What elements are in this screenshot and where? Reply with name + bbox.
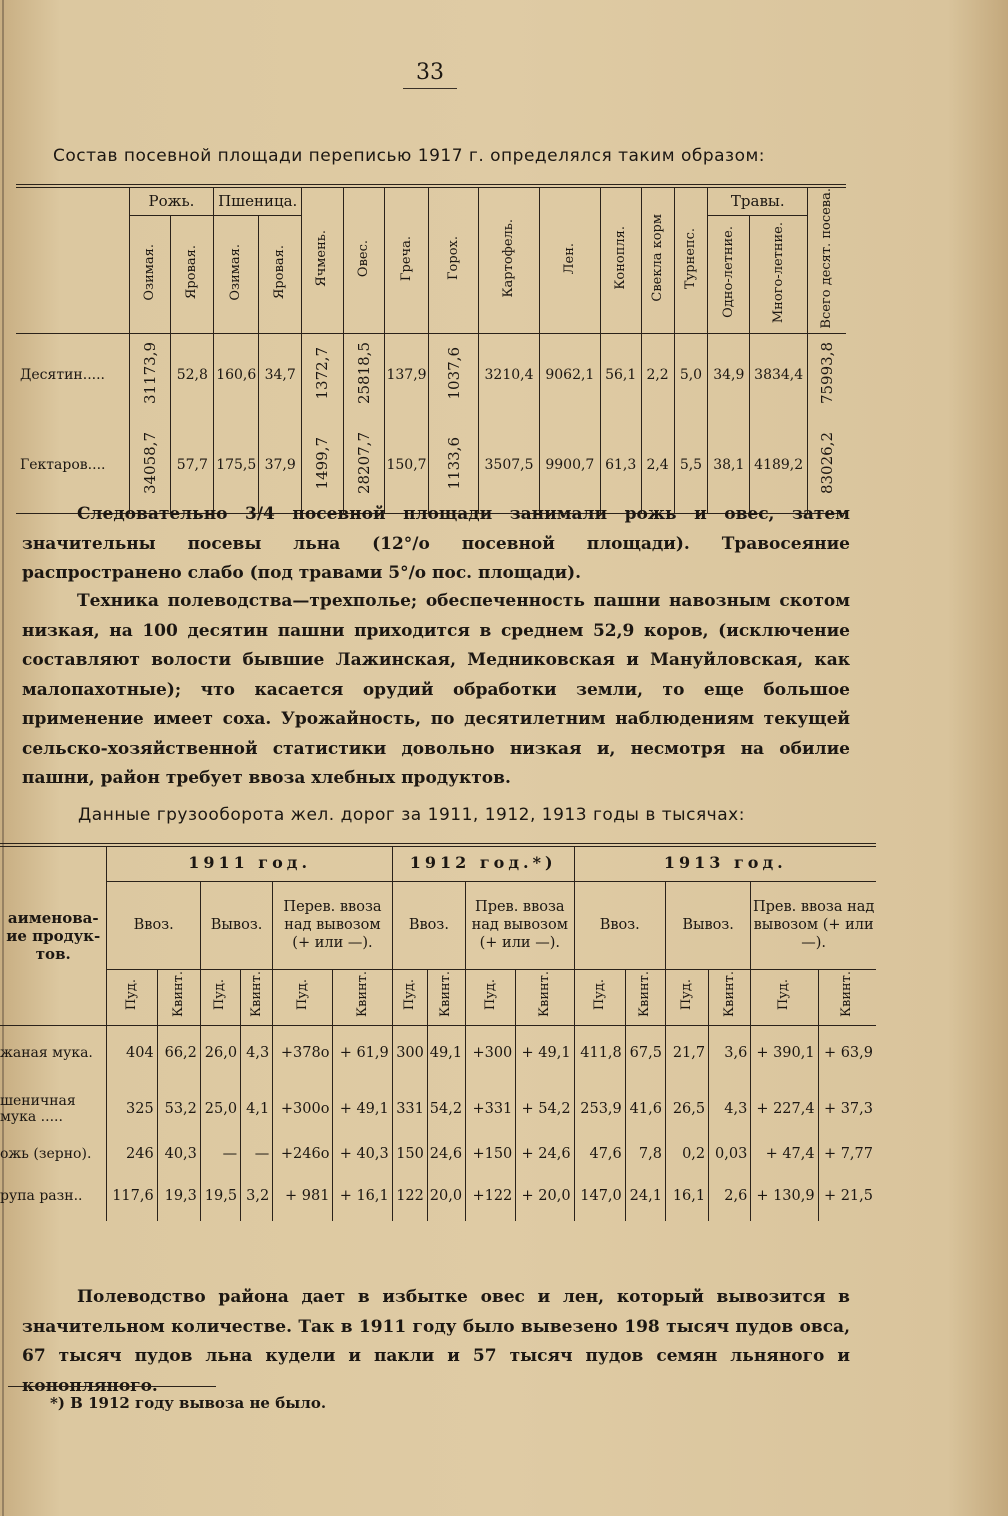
- cell: 150: [392, 1137, 427, 1171]
- col-header: Одно-летние.: [720, 226, 736, 319]
- cell: 19,5: [200, 1171, 240, 1221]
- cell: 34058,7: [141, 431, 160, 494]
- unit-kvint: Квинт.: [354, 971, 370, 1018]
- cell: 83026,2: [818, 431, 837, 494]
- row-label: Гектаров....: [16, 417, 129, 513]
- cell: 0,03: [709, 1137, 751, 1171]
- table-row: [0, 1025, 876, 1081]
- cell: 3,6: [709, 1025, 751, 1081]
- group-grass: Травы.: [708, 186, 808, 215]
- cell: 34,9: [708, 333, 750, 417]
- cell: 160,6: [214, 333, 259, 417]
- cell: 117,6: [107, 1171, 157, 1221]
- unit-pud: Пуд.: [591, 978, 607, 1011]
- unit-kvint: Квинт.: [536, 971, 552, 1018]
- cell: 1372,7: [313, 347, 332, 400]
- row-header-empty: [16, 186, 129, 333]
- cell: + 130,9: [751, 1171, 818, 1221]
- col-header: Конопля.: [612, 226, 628, 291]
- unit-pud: Пуд.: [482, 978, 498, 1011]
- unit-pud: Пуд.: [124, 978, 140, 1011]
- cell: 57,7: [171, 417, 214, 513]
- cell: 4,1: [241, 1081, 273, 1137]
- cell: + 390,1: [751, 1025, 818, 1081]
- col-header: Озимая.: [228, 243, 244, 301]
- cell: 3210,4: [479, 333, 540, 417]
- cell: 137,9: [384, 333, 429, 417]
- unit-kvint: Квинт.: [839, 971, 855, 1018]
- page-number-rule: [403, 88, 457, 89]
- cell: 175,5: [214, 417, 259, 513]
- cell: 1037,6: [444, 347, 463, 400]
- export-header: Вывоз.: [665, 881, 750, 969]
- col-header: Всего десят. посева.: [819, 188, 835, 329]
- cell: 3,2: [241, 1171, 273, 1221]
- cell: —: [241, 1137, 273, 1171]
- cell: 147,0: [574, 1171, 625, 1221]
- paragraph-technique: [22, 587, 850, 794]
- cell: 67,5: [625, 1025, 665, 1081]
- cell: 411,8: [574, 1025, 625, 1081]
- unit-kvint: Квинт.: [248, 971, 264, 1018]
- col-header: Много-летние.: [770, 221, 786, 323]
- cell: + 7,77: [818, 1137, 876, 1171]
- col-header: Овес.: [355, 239, 371, 277]
- cell: 1133,6: [444, 436, 463, 490]
- excess-header: Прев. ввоза над вывозом (+ или —).: [751, 881, 876, 969]
- unit-kvint: Квинт.: [721, 971, 737, 1018]
- cell: 52,8: [171, 333, 214, 417]
- freight-heading: Данные грузооборота жел. дорог за 1911, 1912, 1913 годы в тысячах:: [78, 805, 745, 825]
- unit-pud: Пуд.: [401, 978, 417, 1011]
- cell: 31173,9: [141, 342, 160, 405]
- cell: + 16,1: [333, 1171, 392, 1221]
- import-header: Ввоз.: [392, 881, 465, 969]
- cell: 1499,7: [313, 436, 332, 490]
- table-row: [16, 417, 846, 513]
- col-header: Яровая.: [272, 245, 288, 300]
- row-label: рупа разн..: [0, 1188, 83, 1204]
- cell: 21,7: [665, 1025, 708, 1081]
- year-1913: [574, 845, 876, 881]
- cell: + 47,4: [751, 1137, 818, 1171]
- group-rye: Рожь.: [129, 186, 214, 215]
- group-wheat: Пшеница.: [214, 186, 302, 215]
- cell: + 227,4: [751, 1081, 818, 1137]
- page-edge-line: [2, 0, 4, 1516]
- cell: 3507,5: [479, 417, 540, 513]
- cell: + 21,5: [818, 1171, 876, 1221]
- cell: 5,5: [674, 417, 708, 513]
- cell: +246о: [273, 1137, 333, 1171]
- unit-kvint: Квинт.: [438, 971, 454, 1018]
- cell: + 63,9: [818, 1025, 876, 1081]
- unit-pud: Пуд.: [294, 978, 310, 1011]
- cell: + 24,6: [516, 1137, 574, 1171]
- cell: 38,1: [708, 417, 750, 513]
- export-header: Вывоз.: [200, 881, 272, 969]
- table-row: [0, 1137, 876, 1171]
- cell: 26,5: [665, 1081, 708, 1137]
- freight-table: [0, 843, 876, 1221]
- cell: + 37,3: [818, 1081, 876, 1137]
- cell: + 61,9: [333, 1025, 392, 1081]
- cell: + 49,1: [333, 1081, 392, 1137]
- sown-area-heading: Состав посевной площади переписью 1917 г. определялся таким образом:: [53, 146, 766, 166]
- cell: + 20,0: [516, 1171, 574, 1221]
- year-label: 1912 год.*): [409, 853, 557, 873]
- row-label: ожь (зерно).: [0, 1146, 92, 1162]
- col-header: Озимая.: [142, 243, 158, 301]
- cell: 28207,7: [354, 431, 373, 494]
- cell: 122: [392, 1171, 427, 1221]
- cell: 37,9: [259, 417, 302, 513]
- cell: 56,1: [600, 333, 641, 417]
- cell: 40,3: [157, 1137, 200, 1171]
- cell: 3834,4: [750, 333, 808, 417]
- row-header: аименова-ие продук-тов.: [0, 845, 107, 1025]
- cell: 25,0: [200, 1081, 240, 1137]
- cell: 47,6: [574, 1137, 625, 1171]
- cell: —: [200, 1137, 240, 1171]
- cell: + 40,3: [333, 1137, 392, 1171]
- col-header: Ячмень.: [314, 229, 330, 287]
- cell: 4189,2: [750, 417, 808, 513]
- col-header: Турнепс.: [682, 227, 698, 289]
- cell: 41,6: [625, 1081, 665, 1137]
- cell: 19,3: [157, 1171, 200, 1221]
- cell: 9062,1: [539, 333, 600, 417]
- cell: +300: [466, 1025, 516, 1081]
- paragraph-field-crops: [22, 1283, 850, 1401]
- cell: +378о: [273, 1025, 333, 1081]
- cell: 246: [107, 1137, 157, 1171]
- cell: 4,3: [709, 1081, 751, 1137]
- col-header: Лен.: [561, 242, 577, 274]
- paragraph-text: Следовательно 3/4 посевной площади занимали рожь и овес, затем значительны посевы льна (12°/о посевной площади). Травосеяние распространено слабо (под травами 5°/о пос. площади).: [22, 504, 850, 583]
- import-header: Ввоз.: [574, 881, 665, 969]
- cell: +331: [466, 1081, 516, 1137]
- unit-pud: Пуд.: [679, 978, 695, 1011]
- year-label: 1913 год.: [663, 853, 787, 873]
- page-number: 33: [416, 60, 444, 85]
- cell: 2,2: [641, 333, 674, 417]
- year-1912: [392, 845, 574, 881]
- table-row: [0, 1171, 876, 1221]
- year-1911: [107, 845, 392, 881]
- cell: + 49,1: [516, 1025, 574, 1081]
- cell: 61,3: [600, 417, 641, 513]
- excess-header: Прев. ввоза над вывозом (+ или —).: [466, 881, 574, 969]
- cell: 25818,5: [354, 342, 373, 405]
- cell: + 981: [273, 1171, 333, 1221]
- cell: +300о: [273, 1081, 333, 1137]
- col-header: Картофель.: [501, 219, 516, 298]
- cell: 16,1: [665, 1171, 708, 1221]
- cell: 325: [107, 1081, 157, 1137]
- row-label: шеничная мука .....: [0, 1093, 76, 1125]
- sown-area-table: [16, 184, 846, 514]
- table-row: [16, 333, 846, 417]
- paragraph-conclusion: [22, 500, 850, 589]
- cell: 300: [392, 1025, 427, 1081]
- paragraph-text: Техника полеводства—трехполье; обеспеченность пашни навозным скотом низкая, на 100 десятин пашни приходится в среднем 52,9 коров, (исключение составляют волости бывшие Лажинская, Медниковская и Мануйловская, как малопахотные); что касается орудий обработки земли, то еще большое применение имеет соха. Урожайность, по десятилетним наблюдениям текущей сельско-хозяйственной статистики довольно низкая и, несмотря на обилие пашни, район требует ввоза хлебных продуктов.: [22, 591, 850, 788]
- year-label: 1911 год.: [188, 853, 312, 873]
- footnote: *) В 1912 году вывоза не было.: [50, 1394, 327, 1412]
- col-header: Свекла корм: [649, 214, 665, 303]
- import-header: Ввоз.: [107, 881, 200, 969]
- unit-pud: Пуд.: [212, 978, 228, 1011]
- cell: 2,6: [709, 1171, 751, 1221]
- cell: 53,2: [157, 1081, 200, 1137]
- cell: +122: [466, 1171, 516, 1221]
- excess-header: Перев. ввоза над вывозом (+ или —).: [273, 881, 393, 969]
- col-header: Горох.: [445, 236, 461, 281]
- cell: 2,4: [641, 417, 674, 513]
- cell: 49,1: [427, 1025, 465, 1081]
- cell: 34,7: [259, 333, 302, 417]
- table-row: [0, 1081, 876, 1137]
- cell: 24,1: [625, 1171, 665, 1221]
- cell: 253,9: [574, 1081, 625, 1137]
- cell: 26,0: [200, 1025, 240, 1081]
- paragraph-text: Полеводство района дает в избытке овес и лен, который вывозится в значительном количестве. Так в 1911 году было вывезено 198 тысяч пудов овса, 67 тысяч пудов льна кудели и пакли и 57 тысяч пудов семян льняного и конопляного.: [22, 1287, 850, 1396]
- cell: 24,6: [427, 1137, 465, 1171]
- cell: 331: [392, 1081, 427, 1137]
- cell: 9900,7: [539, 417, 600, 513]
- cell: 66,2: [157, 1025, 200, 1081]
- cell: + 54,2: [516, 1081, 574, 1137]
- cell: +150: [466, 1137, 516, 1171]
- cell: 20,0: [427, 1171, 465, 1221]
- cell: 150,7: [384, 417, 429, 513]
- row-label: Десятин.....: [20, 367, 105, 384]
- cell: 75993,8: [818, 342, 837, 405]
- row-label: жаная мука.: [0, 1045, 93, 1062]
- col-header: Яровая.: [184, 245, 200, 300]
- cell: 7,8: [625, 1137, 665, 1171]
- cell: 5,0: [674, 333, 708, 417]
- cell: 0,2: [665, 1137, 708, 1171]
- cell: 404: [107, 1025, 157, 1081]
- unit-kvint: Квинт.: [637, 971, 653, 1018]
- col-header: Греча.: [398, 235, 414, 281]
- unit-pud: Пуд.: [776, 978, 792, 1011]
- cell: 54,2: [427, 1081, 465, 1137]
- cell: 4,3: [241, 1025, 273, 1081]
- footnote-rule: [8, 1386, 216, 1387]
- unit-kvint: Квинт.: [170, 971, 186, 1018]
